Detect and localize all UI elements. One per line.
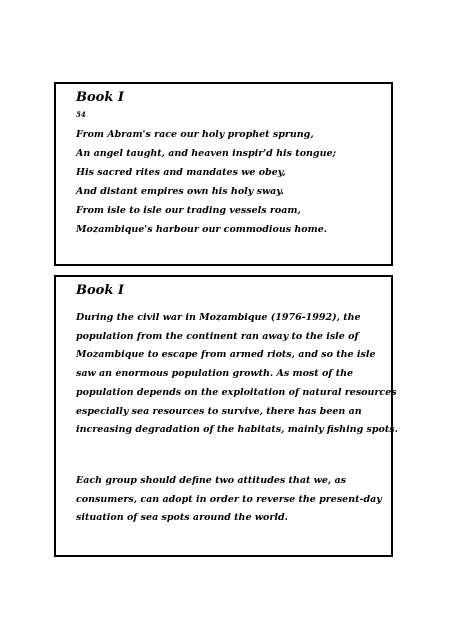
task-line: Each group should define two attitudes that we, as (76, 474, 347, 486)
page-number: 54 (76, 110, 86, 119)
paragraph-line: especially sea resources to survive, there has been an (76, 405, 362, 417)
paragraph-line: saw an enormous population growth. As most of the (76, 368, 354, 380)
task-paragraph (76, 472, 381, 528)
verse-line: An angel taught, and heaven inspir'd his tongue; (76, 148, 337, 159)
paragraph-line: population depends on the exploitation of natural resources (76, 386, 397, 398)
card-heading: Book I (76, 283, 124, 298)
paragraph-line: population from the continent ran away to the isle of (76, 330, 359, 342)
context-card (54, 275, 398, 557)
task-line: situation of sea spots around the world. (76, 512, 288, 524)
verse-line: From Abram's race our holy prophet sprung, (76, 129, 314, 140)
verse-block (76, 125, 381, 239)
card-heading: Book I (76, 90, 124, 105)
paragraph-line: Mozambique to escape from armed riots, and so the isle (76, 349, 376, 361)
paragraph-line: increasing degradation of the habitats, mainly fishing spots. (76, 424, 398, 436)
verse-card (54, 82, 393, 266)
verse-line: From isle to isle our trading vessels roam, (76, 205, 301, 216)
paragraph-line: During the civil war in Mozambique (1976-1992), the (76, 312, 361, 323)
verse-line: And distant empires own his holy sway. (76, 186, 285, 197)
verse-line: Mozambique's harbour our commodious home. (76, 224, 328, 235)
task-line: consumers, can adopt in order to reverse the present-day (76, 493, 382, 505)
context-paragraph (76, 309, 398, 440)
verse-line: His sacred rites and mandates we obey, (76, 167, 286, 178)
